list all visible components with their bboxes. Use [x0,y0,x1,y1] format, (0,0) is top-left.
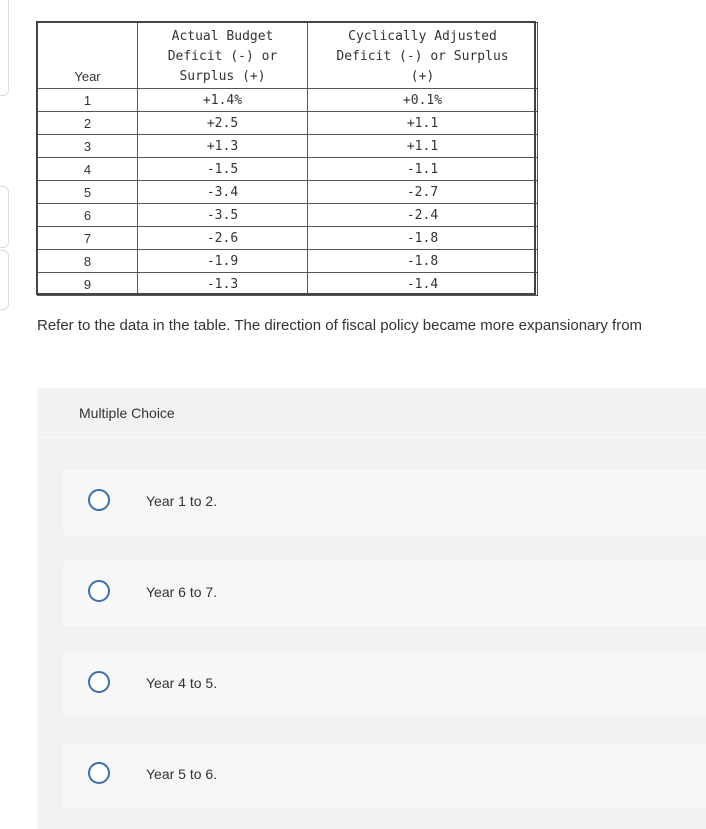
cell-actual: -2.6 [138,227,308,250]
side-tab-bottom[interactable] [0,250,9,310]
radio-button-icon[interactable] [88,671,110,693]
cell-year: 1 [38,89,138,112]
cell-actual: -3.4 [138,181,308,204]
cell-cyclical: -1.1 [308,158,538,181]
side-tab-top[interactable] [0,0,9,96]
table-row [38,250,538,273]
radio-button-icon[interactable] [88,762,110,784]
header-cyclical-line-2: Deficit (-) or Surplus [336,49,509,64]
header-year: Year [38,23,138,89]
cell-actual: +1.3 [138,135,308,158]
cell-year: 4 [38,158,138,181]
cell-cyclical: -1.8 [308,250,538,273]
answer-option-2[interactable] [63,561,706,626]
answer-option-1[interactable] [63,470,706,535]
header-actual-line-2: Deficit (-) or [167,49,278,64]
cell-year: 8 [38,250,138,273]
cell-cyclical: -1.8 [308,227,538,250]
cell-year: 6 [38,204,138,227]
cell-actual: -1.5 [138,158,308,181]
cell-cyclical: -2.7 [308,181,538,204]
cell-actual: -1.3 [138,273,308,296]
cell-actual: +2.5 [138,112,308,135]
table-row [38,227,538,250]
cell-cyclical: -1.4 [308,273,538,296]
multiple-choice-panel [37,388,706,829]
header-actual-budget [138,23,308,89]
option-label: Year 5 to 6. [146,766,218,782]
table-row [38,158,538,181]
cell-actual: -3.5 [138,204,308,227]
header-cyclically-adjusted [308,23,538,89]
multiple-choice-label: Multiple Choice [79,405,175,421]
table-row [38,273,538,296]
question-text: Refer to the data in the table. The direction of fiscal policy became more expansionary from [37,317,643,334]
cell-cyclical: +0.1% [308,89,538,112]
table-row [38,181,538,204]
header-actual-line-1: Actual Budget [171,29,274,44]
deficit-surplus-table [37,22,538,296]
cell-cyclical: +1.1 [308,112,538,135]
header-cyclical-line-3: (+) [410,69,435,84]
header-cyclical-line-1: Cyclically Adjusted [348,29,497,44]
radio-button-icon[interactable] [88,489,110,511]
cell-actual: -1.9 [138,250,308,273]
cell-actual: +1.4% [138,89,308,112]
option-label: Year 6 to 7. [146,584,218,600]
answer-option-4[interactable] [63,743,706,808]
cell-year: 2 [38,112,138,135]
table-row [38,135,538,158]
answer-option-3[interactable] [63,652,706,717]
side-tab-middle[interactable] [0,186,9,248]
cell-cyclical: -2.4 [308,204,538,227]
table-row [38,204,538,227]
panel-divider [37,437,706,438]
header-actual-line-3: Surplus (+) [179,69,266,84]
table-row [38,89,538,112]
cell-year: 5 [38,181,138,204]
cell-year: 3 [38,135,138,158]
cell-year: 7 [38,227,138,250]
radio-button-icon[interactable] [88,580,110,602]
table-row [38,112,538,135]
cell-cyclical: +1.1 [308,135,538,158]
option-label: Year 4 to 5. [146,675,218,691]
cell-year: 9 [38,273,138,296]
option-label: Year 1 to 2. [146,493,218,509]
